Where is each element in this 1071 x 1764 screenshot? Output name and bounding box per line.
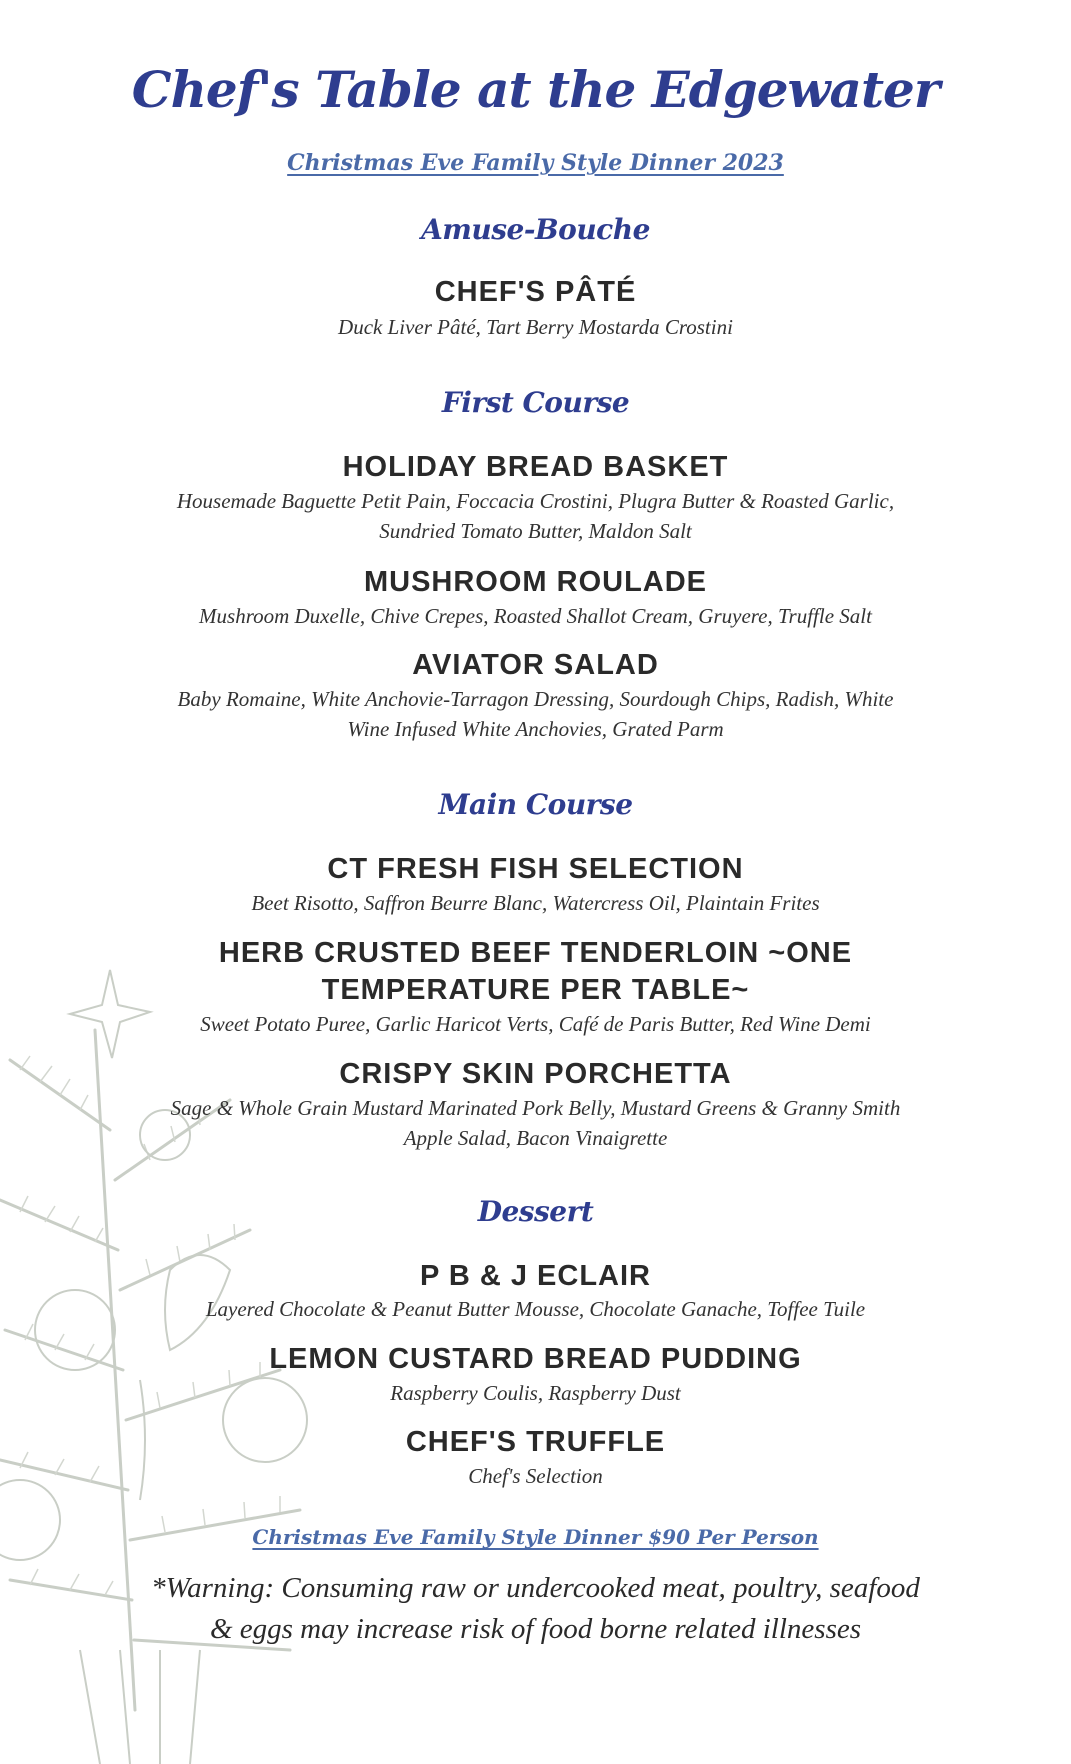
dish-description: Sweet Potato Puree, Garlic Haricot Verts, Café de Paris Butter, Red Wine Demi: [200, 1012, 871, 1036]
dish-description: Raspberry Coulis, Raspberry Dust: [390, 1381, 681, 1405]
price-line: [0, 1525, 1071, 1549]
dish-name: CRISPY SKIN PORCHETTA: [339, 1058, 732, 1090]
dish-name: P B & J ECLAIR: [419, 1260, 651, 1292]
dish-name: HERB CRUSTED BEEF TENDERLOIN ~ONE TEMPERATURE PER TABLE~: [218, 937, 853, 1006]
section-heading-amuse-bouche: Amuse-Bouche: [421, 213, 650, 246]
section-heading-dessert: Dessert: [477, 1195, 594, 1228]
dish-name: CHEF'S TRUFFLE: [405, 1426, 666, 1458]
dish-name: LEMON CUSTARD BREAD PUDDING: [269, 1343, 802, 1375]
dish-description: Sage & Whole Grain Mustard Marinated Pork Belly, Mustard Greens & Granny Smith Apple Salad, Bacon Vinaigrette: [170, 1096, 901, 1150]
dish-name: HOLIDAY BREAD BASKET: [342, 451, 729, 483]
menu-title: Chef's Table at the Edgewater: [131, 60, 940, 119]
dish-description: Housemade Baguette Petit Pain, Foccacia Crostini, Plugra Butter & Roasted Garlic, Sundried Tomato Butter, Maldon Salt: [176, 489, 895, 543]
dish-name: MUSHROOM ROULADE: [363, 566, 708, 598]
price-text: Christmas Eve Family Style Dinner $90 Per Person: [252, 1525, 819, 1549]
section-heading-first-course: First Course: [441, 386, 630, 419]
dish-description: Duck Liver Pâté, Tart Berry Mostarda Crostini: [338, 315, 733, 339]
dish-description: Beet Risotto, Saffron Beurre Blanc, Watercress Oil, Plaintain Frites: [251, 891, 820, 915]
dish-description: Chef's Selection: [468, 1464, 603, 1488]
food-safety-warning: *Warning: Consuming raw or undercooked meat, poultry, seafood & eggs may increase risk of food borne related illnesses: [151, 1572, 920, 1645]
menu-subtitle: [0, 150, 1071, 176]
dish-name: CT FRESH FISH SELECTION: [327, 853, 744, 885]
dish-description: Layered Chocolate & Peanut Butter Mousse, Chocolate Ganache, Toffee Tuile: [205, 1297, 866, 1321]
dish-description: Baby Romaine, White Anchovie-Tarragon Dressing, Sourdough Chips, Radish, White Wine Infused White Anchovies, Grated Parm: [177, 687, 894, 741]
dish-name: AVIATOR SALAD: [412, 649, 659, 681]
section-heading-main-course: Main Course: [438, 788, 633, 821]
dish-name: CHEF'S PÂTÉ: [434, 276, 637, 308]
subtitle-text: Christmas Eve Family Style Dinner 2023: [287, 150, 784, 176]
dish-description: Mushroom Duxelle, Chive Crepes, Roasted Shallot Cream, Gruyere, Truffle Salt: [199, 604, 872, 628]
